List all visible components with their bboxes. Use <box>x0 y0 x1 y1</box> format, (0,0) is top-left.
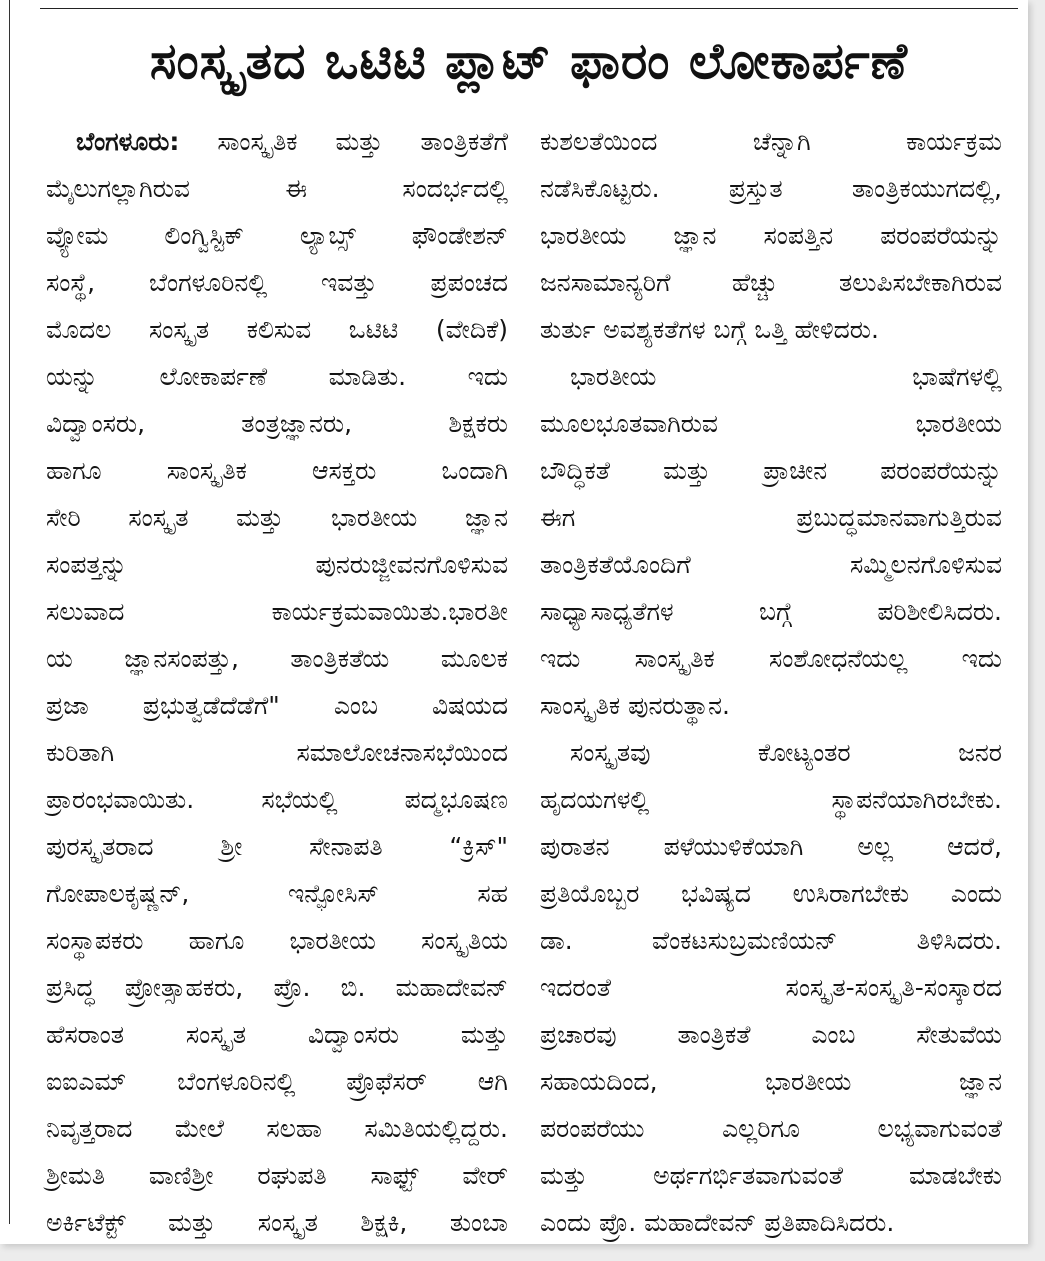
text-line: ಪ್ರಚಾರವು ತಾಂತ್ರಿಕತೆ ಎಂಬ ಸೇತುವೆಯ <box>540 1020 1002 1049</box>
text-line: ಇದು ಸಾಂಸ್ಕೃತಿಕ ಸಂಶೋಧನೆಯಲ್ಲ ಇದು <box>540 644 1002 673</box>
right-column <box>540 118 1002 1237</box>
text-line: ಪುರಾತನ ಪಳೆಯುಳಿಕೆಯಾಗಿ ಅಲ್ಲ ಆದರೆ, <box>540 832 1002 861</box>
headline: ಸಂಸ್ಕೃತದ ಒಟಿಟಿ ಪ್ಲಾಟ್ ಫಾರಂ ಲೋಕಾರ್ಪಣೆ <box>149 32 909 90</box>
text-line: ಮೊದಲ ಸಂಸ್ಕೃತ ಕಲಿಸುವ ಒಟಿಟಿ (ವೇದಿಕೆ) <box>46 315 508 344</box>
text-line: ನಿವೃತ್ತರಾದ ಮೇಲೆ ಸಲಹಾ ಸಮಿತಿಯಲ್ಲಿದ್ದರು. <box>46 1114 508 1143</box>
text-line: ಕುರಿತಾಗಿ ಸಮಾಲೋಚನಾಸಭೆಯಿಂದ <box>46 738 508 767</box>
line-text: ಸಾಂಸ್ಕೃತಿಕ ಮತ್ತು ತಾಂತ್ರಿಕತೆಗೆ <box>179 127 508 156</box>
text-line: ಕುಶಲತೆಯಿಂದ ಚೆನ್ನಾಗಿ ಕಾರ್ಯಕ್ರಮ <box>540 127 1002 156</box>
text-line: ಗೋಪಾಲಕೃಷ್ಣನ್, ಇನ್ಫೋಸಿಸ್ ಸಹ <box>46 879 508 908</box>
left-column-rule <box>9 0 10 1224</box>
text-line: ಭಾರತೀಯ ಜ್ಞಾನ ಸಂಪತ್ತಿನ ಪರಂಪರೆಯನ್ನು <box>540 221 1002 250</box>
text-line: ಹೆಸರಾಂತ ಸಂಸ್ಕೃತ ವಿದ್ವಾಂಸರು ಮತ್ತು <box>46 1020 508 1049</box>
left-column <box>46 118 508 1237</box>
text-line: ಸಂಸ್ಥಾಪಕರು ಹಾಗೂ ಭಾರತೀಯ ಸಂಸ್ಕೃತಿಯ <box>46 926 508 955</box>
text-line: ಐಐಎಮ್ ಬೆಂಗಳೂರಿನಲ್ಲಿ ಪ್ರೊಫೆಸರ್ ಆಗಿ <box>46 1067 508 1096</box>
text-line: ಇದರಂತೆ ಸಂಸ್ಕೃತ-ಸಂಸ್ಕೃತಿ-ಸಂಸ್ಕಾರದ <box>540 973 1002 1002</box>
top-rule <box>40 8 1018 9</box>
text-line: ಪ್ರಜಾ ಪ್ರಭುತ್ವಡೆದೆಡೆಗೆ" ಎಂಬ ವಿಷಯದ <box>46 691 508 720</box>
text-line: ಸಾಂಸ್ಕೃತಿಕ ಪುನರುತ್ಥಾನ. <box>540 691 730 720</box>
text-line: ಪ್ರತಿಯೊಬ್ಬರ ಭವಿಷ್ಯದ ಉಸಿರಾಗಬೇಕು ಎಂದು <box>540 879 1002 908</box>
text-line: ಮೂಲಭೂತವಾಗಿರುವ ಭಾರತೀಯ <box>540 409 1002 438</box>
text-line: ಅರ್ಕಿಟೆಕ್ಟ್ ಮತ್ತು ಸಂಸ್ಕೃತ ಶಿಕ್ಷಕಿ, ತುಂಬಾ <box>46 1208 508 1237</box>
text-line: ಪ್ರಸಿದ್ಧ ಪ್ರೋತ್ಸಾಹಕರು, ಪ್ರೊ. ಬಿ. ಮಹಾದೇವನ್ <box>46 973 508 1002</box>
text-line: ಸಹಾಯದಿಂದ, ಭಾರತೀಯ ಜ್ಞಾನ <box>540 1067 1002 1096</box>
text-line: ಸಲುವಾದ ಕಾರ್ಯಕ್ರಮವಾಯಿತು.ಭಾರತೀ <box>46 597 508 626</box>
text-line: ಹಾಗೂ ಸಾಂಸ್ಕೃತಿಕ ಆಸಕ್ತರು ಒಂದಾಗಿ <box>46 456 508 485</box>
text-line: ಸಾಧ್ಯಾಸಾಧ್ಯತೆಗಳ ಬಗ್ಗೆ ಪರಿಶೀಲಿಸಿದರು. <box>540 597 1002 626</box>
text-line: ನಡೆಸಿಕೊಟ್ಟರು. ಪ್ರಸ್ತುತ ತಾಂತ್ರಿಕಯುಗದಲ್ಲಿ, <box>540 174 1002 203</box>
text-line: ಬೌದ್ಧಿಕತೆ ಮತ್ತು ಪ್ರಾಚೀನ ಪರಂಪರೆಯನ್ನು <box>540 456 1002 485</box>
text-line: ಶ್ರೀಮತಿ ವಾಣಿಶ್ರೀ ರಘುಪತಿ ಸಾಫ್ಟ್ ವೇರ್ <box>46 1161 508 1190</box>
text-line: ವಿದ್ವಾಂಸರು, ತಂತ್ರಜ್ಞಾನರು, ಶಿಕ್ಷಕರು <box>46 409 508 438</box>
text-line: ಪ್ರಾರಂಭವಾಯಿತು. ಸಭೆಯಲ್ಲಿ ಪದ್ಮಭೂಷಣ <box>46 785 508 814</box>
text-line: ವ್ಯೋಮ ಲಿಂಗ್ವಿಸ್ಟಿಕ್ ಲ್ಯಾಬ್ಸ್ ಫೌಂಡೇಶನ್ <box>46 221 508 250</box>
text-line: ಡಾ. ವೆಂಕಟಸುಬ್ರಮಣಿಯನ್ ತಿಳಿಸಿದರು. <box>540 926 1002 955</box>
text-line: ಸಂಸ್ಥೆ, ಬೆಂಗಳೂರಿನಲ್ಲಿ ಇವತ್ತು ಪ್ರಪಂಚದ <box>46 268 508 297</box>
text-line: ಯ ಜ್ಞಾನಸಂಪತ್ತು, ತಾಂತ್ರಿಕತೆಯ ಮೂಲಕ <box>46 644 508 673</box>
text-line: ಸಂಪತ್ತನ್ನು ಪುನರುಜ್ಜೀವನಗೊಳಿಸುವ <box>46 550 508 579</box>
text-line: ಜನಸಾಮಾನ್ಯರಿಗೆ ಹೆಚ್ಚು ತಲುಪಿಸಬೇಕಾಗಿರುವ <box>540 268 1002 297</box>
text-line: ಭಾರತೀಯ ಭಾಷೆಗಳಲ್ಲಿ <box>570 362 1002 391</box>
text-line: ಸೇರಿ ಸಂಸ್ಕೃತ ಮತ್ತು ಭಾರತೀಯ ಜ್ಞಾನ <box>46 503 508 532</box>
text-line: ಹೃದಯಗಳಲ್ಲಿ ಸ್ಥಾಪನೆಯಾಗಿರಬೇಕು. <box>540 785 1002 814</box>
text-line: ಈಗ ಪ್ರಬುದ್ಧಮಾನವಾಗುತ್ತಿರುವ <box>540 503 1002 532</box>
text-line: ತಾಂತ್ರಿಕತೆಯೊಂದಿಗೆ ಸಮ್ಮಿಲನಗೊಳಿಸುವ <box>540 550 1002 579</box>
text-line: ಮತ್ತು ಅರ್ಥಗರ್ಭಿತವಾಗುವಂತೆ ಮಾಡಬೇಕು <box>540 1161 1002 1190</box>
text-line: ಯನ್ನು ಲೋಕಾರ್ಪಣೆ ಮಾಡಿತು. ಇದು <box>46 362 508 391</box>
dateline: ಬೆಂಗಳೂರು: <box>76 127 180 156</box>
text-line <box>46 118 508 165</box>
text-line: ಪುರಸ್ಕೃತರಾದ ಶ್ರೀ ಸೇನಾಪತಿ “ಕ್ರಿಸ್" <box>46 832 508 861</box>
text-line: ಸಂಸ್ಕೃತವು ಕೋಟ್ಯಂತರ ಜನರ <box>570 738 1002 767</box>
text-line: ಎಂದು ಪ್ರೊ. ಮಹಾದೇವನ್ ಪ್ರತಿಪಾದಿಸಿದರು. <box>540 1208 895 1237</box>
text-line: ತುರ್ತು ಅವಶ್ಯಕತೆಗಳ ಬಗ್ಗೆ ಒತ್ತಿ ಹೇಳಿದರು. <box>540 315 879 344</box>
text-line: ಮೈಲುಗಲ್ಲಾಗಿರುವ ಈ ಸಂದರ್ಭದಲ್ಲಿ <box>46 174 508 203</box>
text-line: ಪರಂಪರೆಯು ಎಲ್ಲರಿಗೂ ಲಭ್ಯವಾಗುವಂತೆ <box>540 1114 1002 1143</box>
